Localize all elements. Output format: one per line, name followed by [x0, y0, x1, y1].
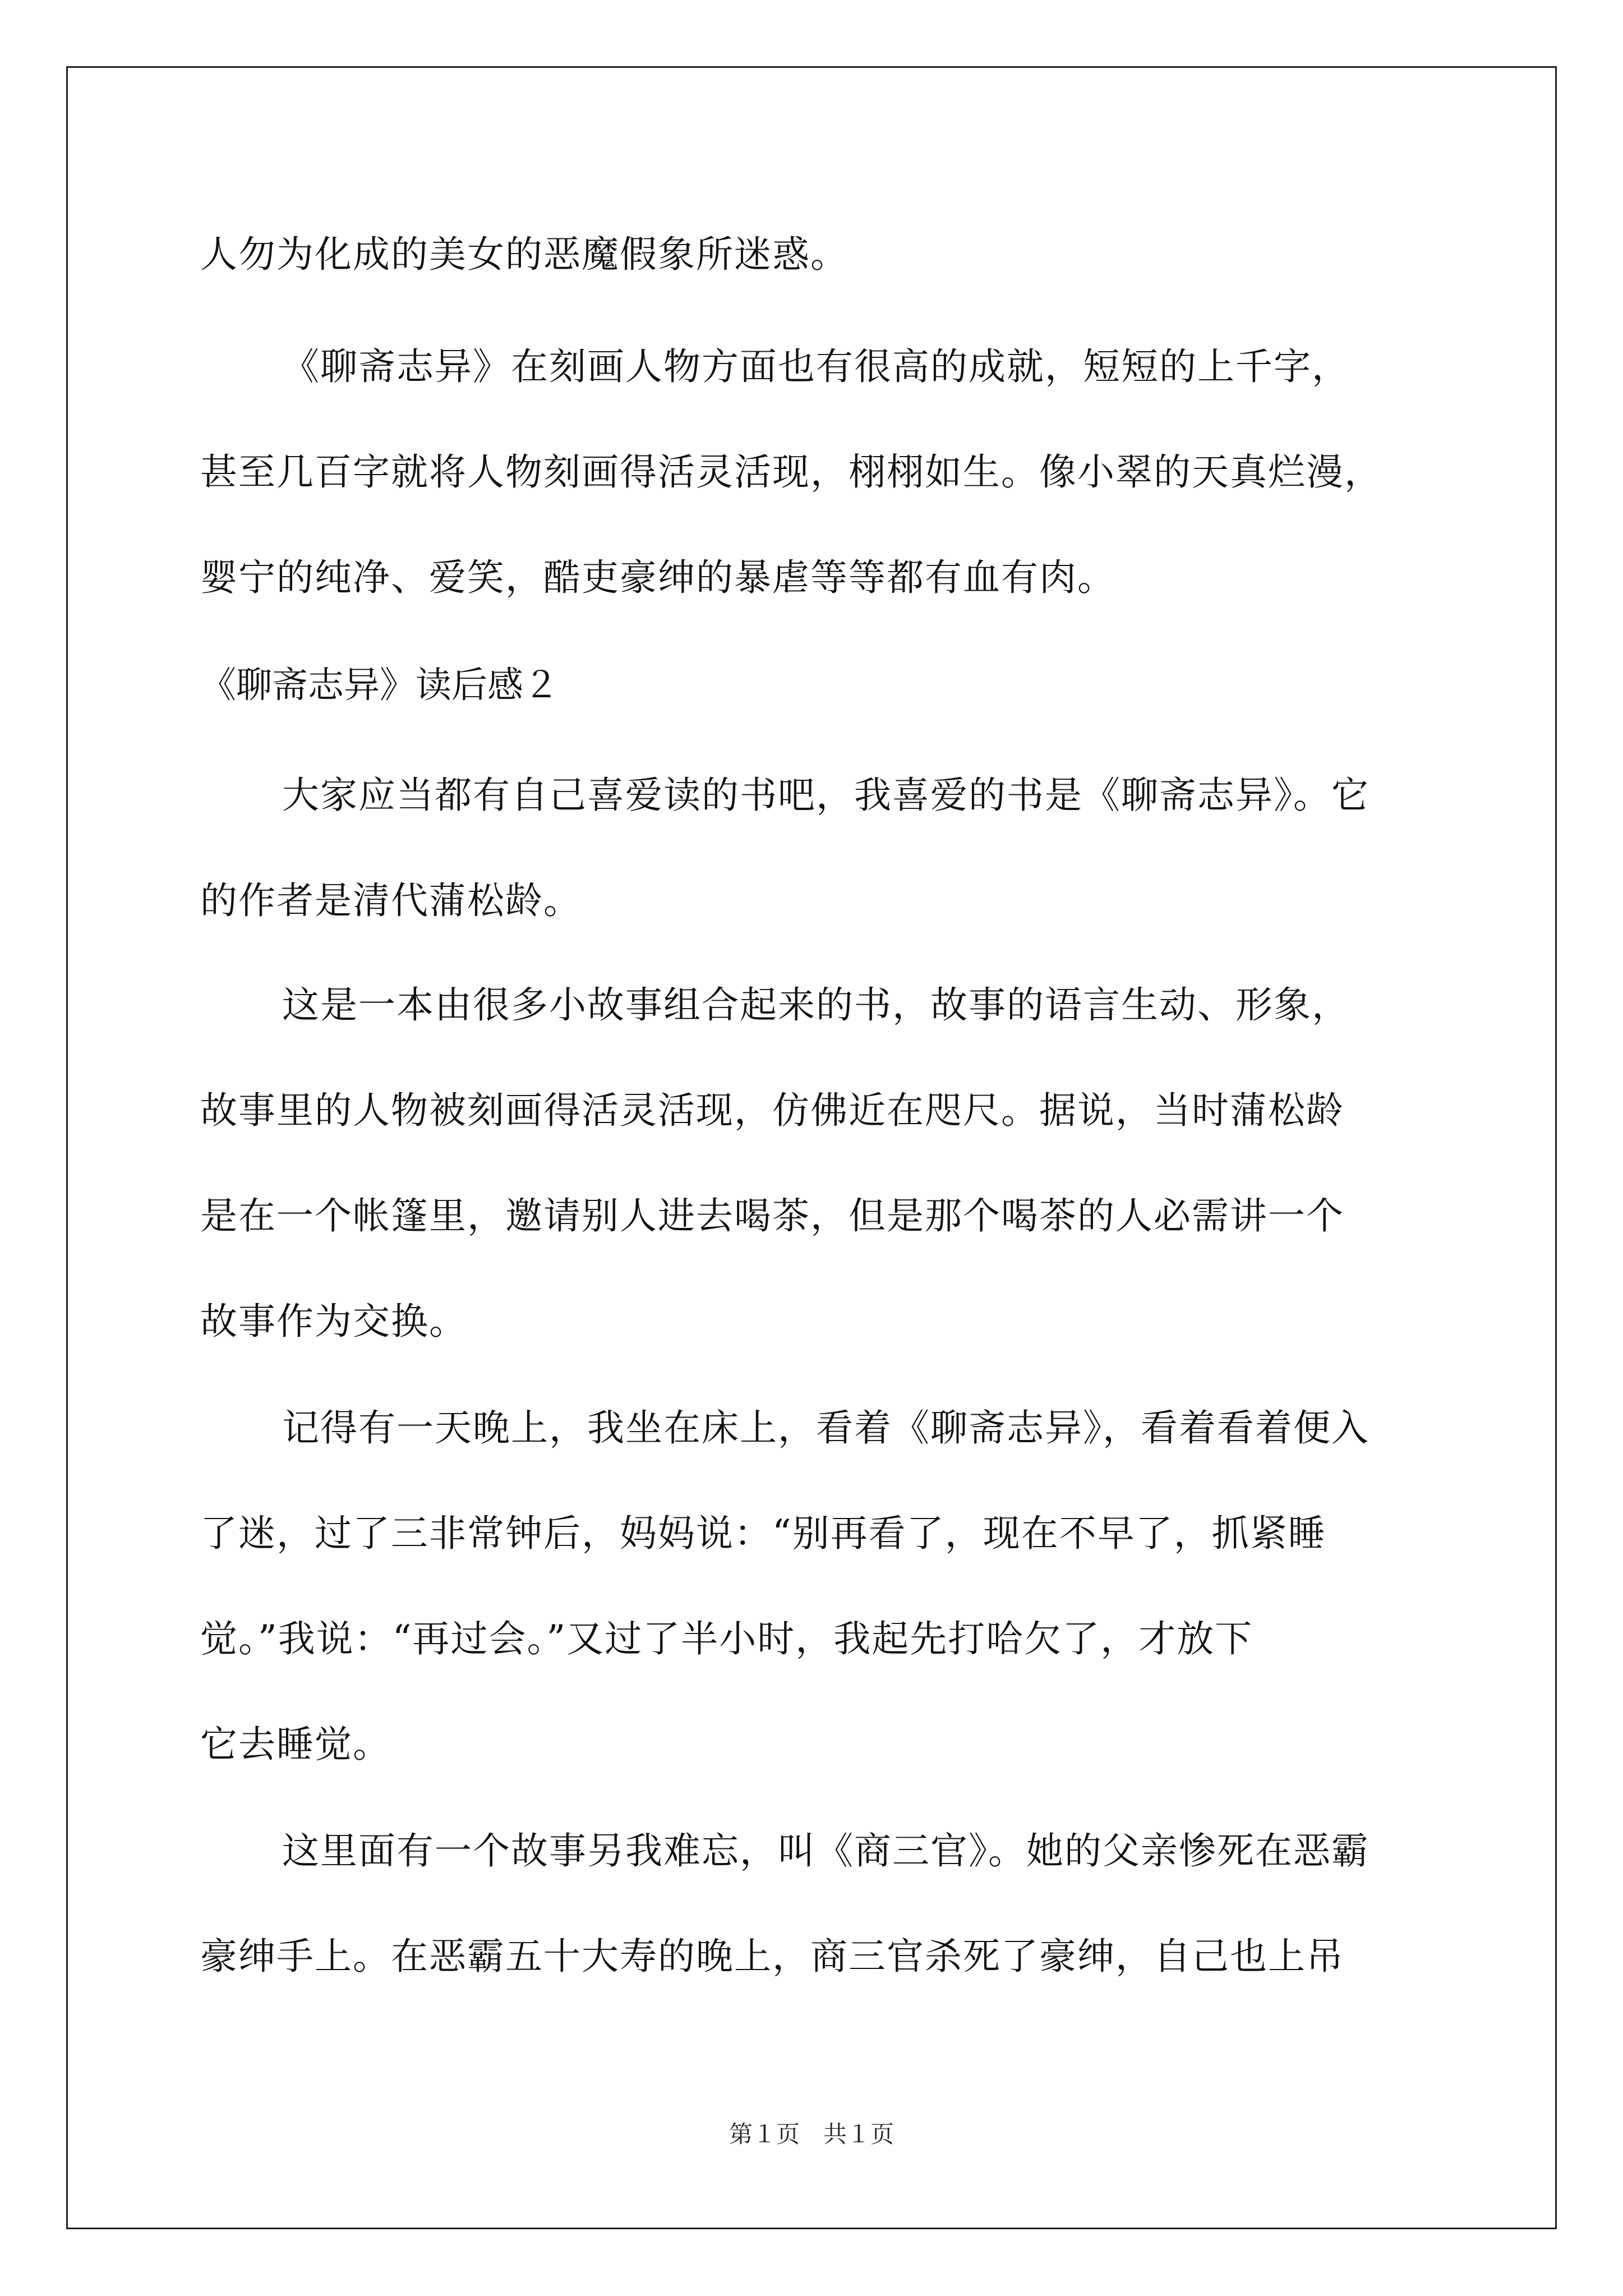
text-line: 它去睡觉。	[200, 1723, 391, 1766]
text-line: 豪绅手上。在恶霸五十大寿的晚上，商三官杀死了豪绅，自己也上吊	[200, 1935, 1344, 1978]
section-heading: 《聊斋志异》读后感２	[200, 665, 559, 706]
page-border	[66, 66, 1557, 2229]
text-line: 的作者是清代蒲松龄。	[200, 879, 582, 922]
text-line: 记得有一天晚上，我坐在床上，看着《聊斋志异》，看着看着便入	[282, 1406, 1370, 1450]
text-line: 婴宁的纯净、爱笑，酷吏豪绅的暴虐等等都有血有肉。	[200, 556, 1115, 599]
text-line: 人勿为化成的美女的恶魔假象所迷惑。	[200, 233, 849, 276]
text-line: 《聊斋志异》在刻画人物方面也有很高的成就，短短的上千字，	[282, 345, 1350, 388]
text-line: 这里面有一个故事另我难忘，叫《商三官》。她的父亲惨死在恶霸	[282, 1829, 1370, 1872]
text-line: 这是一本由很多小故事组合起来的书，故事的语言生动、形象，	[282, 983, 1350, 1027]
page-number-footer: 第１页 共１页	[728, 2120, 894, 2148]
text-line: 甚至几百字就将人物刻画得活灵活现，栩栩如生。像小翠的天真烂漫，	[200, 450, 1382, 494]
text-line: 故事里的人物被刻画得活灵活现，仿佛近在咫尺。据说，当时蒲松龄	[200, 1089, 1344, 1132]
text-line: 大家应当都有自己喜爱读的书吧，我喜爱的书是《聊斋志异》。它	[282, 774, 1370, 817]
text-line: 了迷，过了三非常钟后，妈妈说：“别再看了，现在不早了，抓紧睡	[200, 1512, 1326, 1555]
text-line: 是在一个帐篷里，邀请别人进去喝茶，但是那个喝茶的人必需讲一个	[200, 1194, 1344, 1237]
text-line: 觉。”我说：“再过会。”又过了半小时，我起先打哈欠了，才放下	[200, 1617, 1253, 1660]
text-line: 故事作为交换。	[200, 1300, 467, 1343]
